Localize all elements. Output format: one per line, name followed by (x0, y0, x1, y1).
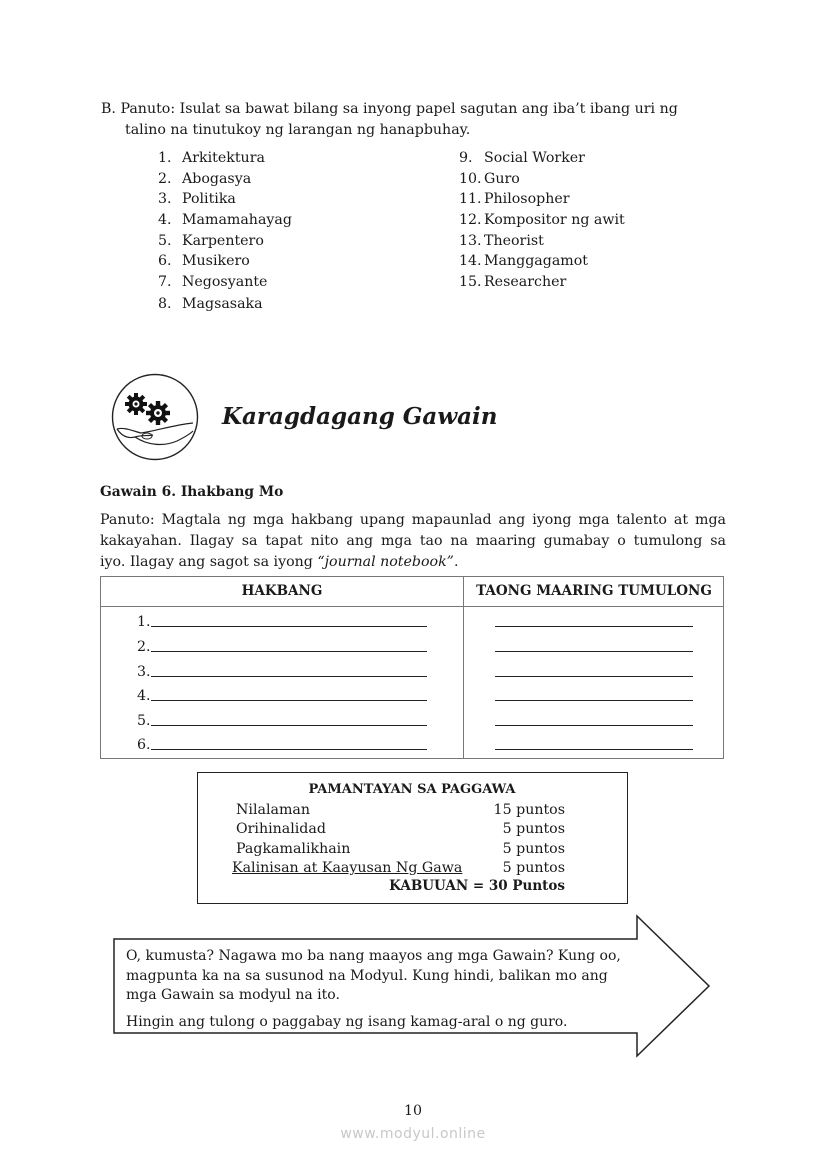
activity-instructions (100, 510, 726, 573)
item-label: Manggagamot (484, 253, 588, 270)
rubric-criterion: Kalinisan at Kaayusan Ng Gawa (232, 860, 463, 876)
rubric-total: KABUUAN = 30 Puntos (389, 878, 565, 894)
closing-message-line: mga Gawain sa modyul na ito. (126, 987, 340, 1003)
journal-notebook-emphasis: “journal notebook” (317, 554, 454, 570)
list-item (459, 251, 588, 272)
item-number: 4. (158, 212, 172, 229)
rubric-criterion: Pagkamalikhain (236, 841, 351, 857)
item-label: Mamamahayag (182, 212, 292, 229)
item-label: Guro (484, 170, 520, 187)
item-label: Theorist (484, 232, 544, 249)
rubric-box (197, 772, 628, 904)
rubric-criterion: Orihinalidad (236, 821, 326, 837)
item-number: 2. (158, 170, 172, 187)
item-label: Researcher (484, 274, 567, 291)
row-number: 5. (137, 713, 151, 729)
list-item (158, 210, 292, 231)
list-item (158, 148, 265, 169)
rubric-points: 5 puntos (502, 821, 565, 837)
steps-table (100, 576, 724, 759)
header-divider (101, 606, 723, 607)
rubric-points: 15 puntos (493, 802, 565, 818)
step-answer-line[interactable] (151, 749, 427, 750)
item-number: 5. (158, 232, 172, 249)
item-number: 7. (158, 274, 172, 291)
column-header-taong-maaring-tumulong: TAONG MAARING TUMULONG (476, 583, 712, 599)
step-answer-line[interactable] (151, 725, 427, 726)
row-number: 2. (137, 639, 151, 655)
item-label: Social Worker (484, 150, 585, 166)
instruction-text: iyo. Ilagay ang sagot sa iyong (100, 554, 318, 570)
closing-message-line: magpunta ka na sa susunod na Modyul. Kung hindi, balikan mo ang (126, 968, 608, 984)
item-number: 14. (459, 253, 482, 270)
item-label: Karpentero (182, 232, 264, 249)
list-item (459, 148, 585, 169)
list-item (459, 169, 520, 190)
item-number: 6. (158, 253, 172, 270)
item-number: 3. (158, 191, 172, 208)
rubric-points: 5 puntos (502, 860, 565, 876)
career-list-right (459, 148, 625, 293)
item-label: Politika (182, 191, 236, 208)
closing-message-line: O, kumusta? Nagawa mo ba nang maayos ang mga Gawain? Kung oo, (126, 948, 621, 964)
item-label: Musikero (182, 253, 250, 270)
list-item (459, 272, 567, 293)
list-item (158, 231, 264, 252)
item-number: 10. (459, 170, 482, 187)
item-number: 15. (459, 274, 482, 291)
step-answer-line[interactable] (151, 651, 427, 652)
item-label: Philosopher (484, 191, 570, 208)
step-answer-line[interactable] (151, 676, 427, 677)
list-item (158, 251, 250, 272)
row-number: 6. (137, 737, 151, 753)
instruction-text: . (453, 554, 459, 570)
item-label: Negosyante (182, 274, 268, 291)
watermark-url: www.modyul.online (340, 1126, 486, 1142)
gears-in-hand-icon (111, 373, 199, 461)
rubric-points: 5 puntos (502, 841, 565, 857)
helper-answer-line[interactable] (495, 749, 693, 750)
instruction-line (100, 552, 726, 573)
career-list-left (158, 148, 292, 315)
instruction-line: Panuto: Magtala ng mga hakbang upang mapaunlad ang iyong mga talento at mga (100, 512, 726, 528)
item-number: 8. (158, 295, 172, 312)
row-number: 3. (137, 664, 151, 680)
item-number: 9. (459, 150, 473, 166)
list-item (459, 189, 570, 210)
column-divider (463, 577, 464, 758)
section-b-instruction-line2: talino na tinutukoy ng larangan ng hanapbuhay. (125, 122, 471, 138)
rubric-criterion: Nilalaman (236, 802, 310, 818)
row-number: 1. (137, 614, 151, 630)
section-title: Karagdagang Gawain (222, 403, 498, 430)
list-item (158, 294, 263, 315)
rubric-criterion-underlined (232, 858, 565, 879)
list-item (459, 231, 544, 252)
column-header-hakbang: HAKBANG (241, 583, 323, 599)
helper-answer-line[interactable] (495, 651, 693, 652)
item-label: Abogasya (182, 170, 252, 187)
activity-title: Gawain 6. Ihakbang Mo (100, 484, 284, 500)
list-item (158, 272, 268, 293)
item-number: 1. (158, 150, 172, 166)
row-number: 4. (137, 688, 151, 704)
rubric-title: PAMANTAYAN SA PAGGAWA (308, 782, 516, 797)
item-label: Magsasaka (182, 295, 263, 312)
item-label: Arkitektura (182, 150, 265, 166)
step-answer-line[interactable] (151, 700, 427, 701)
list-item (158, 169, 252, 190)
helper-answer-line[interactable] (495, 700, 693, 701)
helper-answer-line[interactable] (495, 725, 693, 726)
page-number: 10 (403, 1103, 423, 1119)
helper-answer-line[interactable] (495, 626, 693, 627)
instruction-line: kakayahan. Ilagay sa tapat nito ang mga tao na maaring gumabay o tumulong sa (100, 533, 726, 549)
step-answer-line[interactable] (151, 626, 427, 627)
item-number: 13. (459, 232, 482, 249)
closing-message-line: Hingin ang tulong o paggabay ng isang kamag-aral o ng guro. (126, 1014, 568, 1030)
item-number: 11. (459, 191, 482, 208)
item-number: 12. (459, 212, 482, 229)
helper-answer-line[interactable] (495, 676, 693, 677)
list-item (158, 189, 236, 210)
item-label: Kompositor ng awit (484, 212, 625, 229)
list-item (459, 210, 625, 231)
section-b-instruction-line1: B. Panuto: Isulat sa bawat bilang sa inyong papel sagutan ang iba’t ibang uri ng (101, 101, 678, 117)
